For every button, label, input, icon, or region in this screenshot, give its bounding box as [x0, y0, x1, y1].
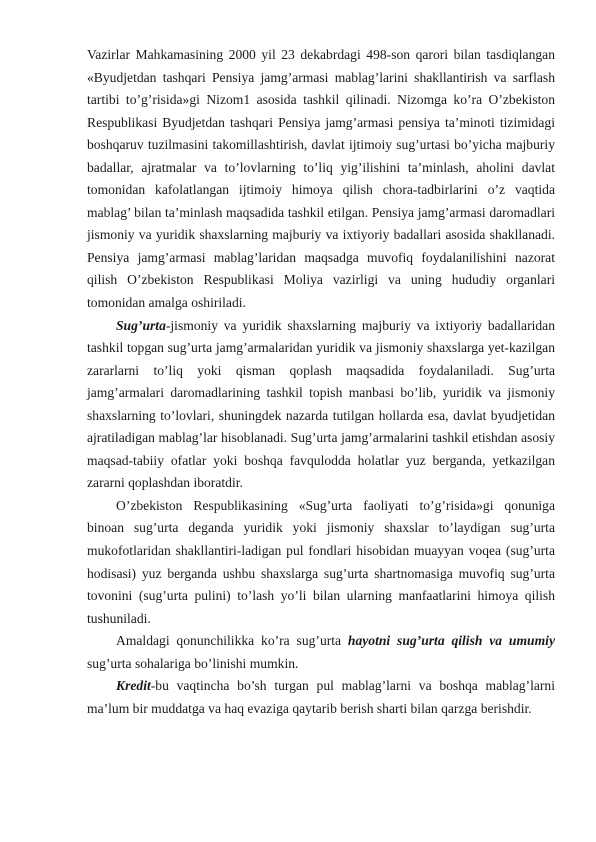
paragraph-text: sug’urta sohalariga bo’linishi mumkin. — [87, 655, 299, 671]
document-body — [87, 44, 555, 720]
paragraph-insurance-law — [87, 495, 555, 630]
term-life-and-general-insurance: hayotni sug’urta qilish va umumiy — [347, 633, 555, 649]
paragraph-credit — [87, 675, 555, 720]
paragraph-insurance-branches — [87, 630, 555, 675]
paragraph-pension-fund — [87, 44, 555, 315]
paragraph-text: O’zbekiston Respublikasining «Sug’urta faoliyati to’g’risida»gi qonuniga binoan sug’urta deganda yuridik yoki jismoniy shaxslar to’laydigan sug’urta mukofotlaridan shakllantiri-ladigan pul fondlari hisobidan muayyan voqea (sug’urta hodisasi) yuz berganda ushbu shaxslarga sug’urta shartnomasiga muvofiq sug’urta tovonini (sug’urta pulini) to’lash yo’li bilan ularning manfaatlarini himoya qilish tushuniladi. — [87, 497, 555, 626]
term-insurance: Sug’urta — [116, 317, 166, 333]
paragraph-text: -jismoniy va yuridik shaxslarning majburiy va ixtiyoriy badallaridan tashkil topgan sug’urta jamg’armalaridan yuridik va jismoniy shaxslarga yet-kazilgan zararlarni to’liq yoki qisman qoplash maqsadida foydalaniladi. Sug’urta jamg’armalari daromadlarining tashkil topish manbasi bo’lib, yuridik va jismoniy shaxslarning to’lovlari, shuningdek nazarda tutilgan hollarda esa, davlat byudjetidan ajratiladigan mablag’lar hisoblanadi. Sug’urta jamg’armalarini tashkil etishdan asosiy maqsad-tabiiy ofatlar yoki boshqa favqulodda holatlar yuz berganda, yetkazilgan zararni qoplashdan iboratdir. — [87, 317, 555, 491]
paragraph-insurance — [87, 315, 555, 495]
paragraph-text: Vazirlar Mahkamasining 2000 yil 23 dekabrdagi 498-son qarori bilan tasdiqlangan «Byudjetdan tashqari Pensiya jamg’armasi mablag’larini shakllantirish va sarflash tartibi to’g’risida»gi Nizom1 asosida tashkil qilinadi. Nizomga ko’ra O’zbekiston Respublikasi Byudjetdan tashqari Pensiya jamg’armasi pensiya ta’minoti tizimidagi boshqaruv tuzilmasini takomillashtirish, davlat ijtimoiy sug’urtasi bo’yicha majburiy badallar, ajratmalar va to’lovlarning to’liq yig’ilishini ta’minlash, aholini davlat tomonidan kafolatlangan ijtimoiy himoya qilish chora-tadbirlarini o’z vaqtida mablag’ bilan ta’minlash maqsadida tashkil etilgan. Pensiya jamg’armasi daromadlari jismoniy va yuridik shaxslarning majburiy va ixtiyoriy badallari asosida shakllanadi. Pensiya jamg’armasi mablag’laridan maqsadga muvofiq foydalanilishini nazorat qilish O’zbekiston Respublikasi Moliya vazirligi va uning hududiy organlari tomonidan amalga oshiriladi. — [87, 47, 555, 311]
paragraph-text: Amaldagi qonunchilikka ko’ra sug’urta — [116, 633, 348, 649]
term-credit: Kredit — [116, 678, 151, 694]
paragraph-text: -bu vaqtincha bo’sh turgan pul mablag’larni va boshqa mablag’larni ma’lum bir muddatga va haq evaziga qaytarib berish sharti bilan qarzga berishdir. — [87, 678, 555, 716]
